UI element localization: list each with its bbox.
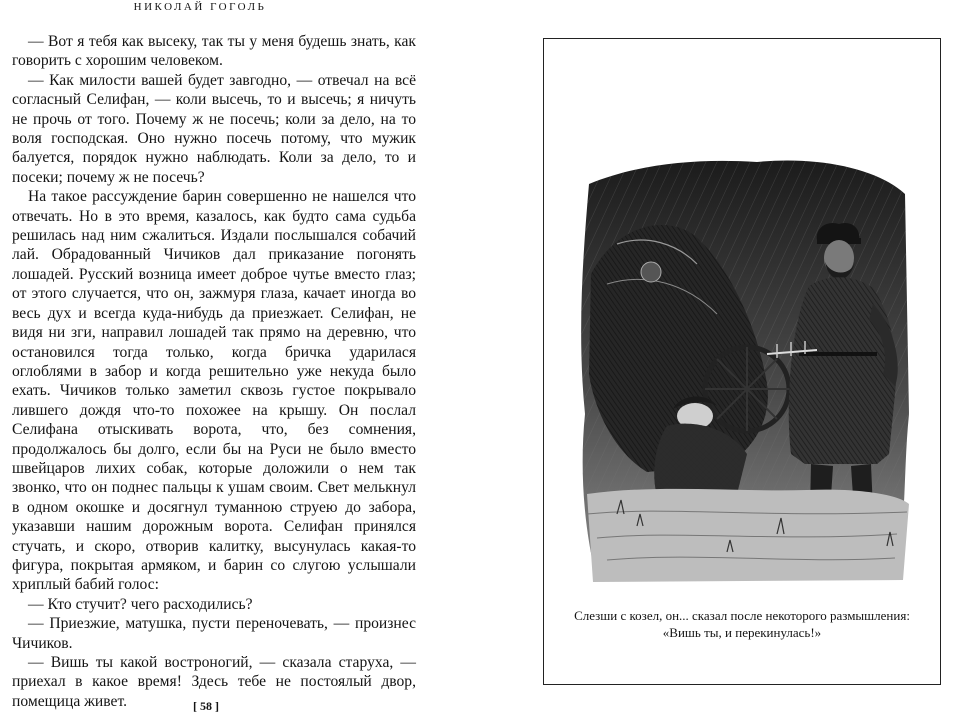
caption-line: Слезши с козел, он... сказал после некоторого размышления:: [574, 608, 910, 623]
running-head: НИКОЛАЙ ГОГОЛЬ: [133, 1, 267, 13]
paragraph: — Приезжие, матушка, пусти переночевать, — произнес Чичиков.: [12, 615, 416, 652]
page-number: [ 58 ]: [193, 699, 219, 713]
paragraph: На такое рассуждение барин совершенно не нашелся что отвечать. Но в это время, казалось, как будто сама судьба решилась над ним сжалиться. Издали послышался собачий лай. Обрадованный Чичиков дал приказание погонять лошадей. Русский возница имеет доброе чутье вместо глаз; от этого случается, что он, зажмуря глаза, качает иногда во весь дух и всегда куда-нибудь да приезжает. Селифан, не видя ни зги, направил лошадей так прямо на деревню, что остановился тогда только, когда бричка ударилася оглоблями в забор и когда решительно уже некуда было ехать. Чичиков только заметил сквозь густое покрывало лившего дождя что-то похожее на крышу. Он послал Селифана отыскивать ворота, что, без сомнения, продолжалось бы долго, если бы на Руси не было вместо швейцаров лихих собак, которые доложили о нем так звонко, что он поднес пальцы к ушам своим. Свет мелькнул в одном окошке и досягнул туманною струею до забора, указавши нашим дорожным ворота. Селифан принялся стучать, и скоро, отворив калитку, высунулась какая-то фигура, покрытая армяком, и барин со слугою услышали хриплый бабий голос:: [12, 188, 416, 594]
illustration-plate: [543, 38, 941, 685]
body-text: [12, 32, 416, 711]
engraving-illustration: [577, 154, 910, 584]
caption-line: «Вишь ты, и перекинулась!»: [662, 625, 822, 640]
paragraph: — Кто стучит? чего расходились?: [28, 595, 253, 613]
paragraph: — Как милости вашей будет завгодно, — отвечал на всё согласный Селифан, — коли высечь, то и высечь; я ничуть не прочь от того. Почему ж не посечь; коли за дело, на то воля господская. Оно нужно посечь потому, что мужик балуется, порядок нужно наблюдать. Коли за дело, то и посеки; почему ж не посечь?: [12, 71, 416, 186]
paragraph: — Вишь ты какой востроногий, — сказала старуха, — приехал в какое время! Здесь тебе не постоялый двор, помещица живет.: [12, 654, 416, 710]
illustration-caption: [544, 607, 940, 641]
paragraph: — Вот я тебя как высеку, так ты у меня будешь знать, как говорить с хорошим человеком.: [12, 33, 416, 70]
